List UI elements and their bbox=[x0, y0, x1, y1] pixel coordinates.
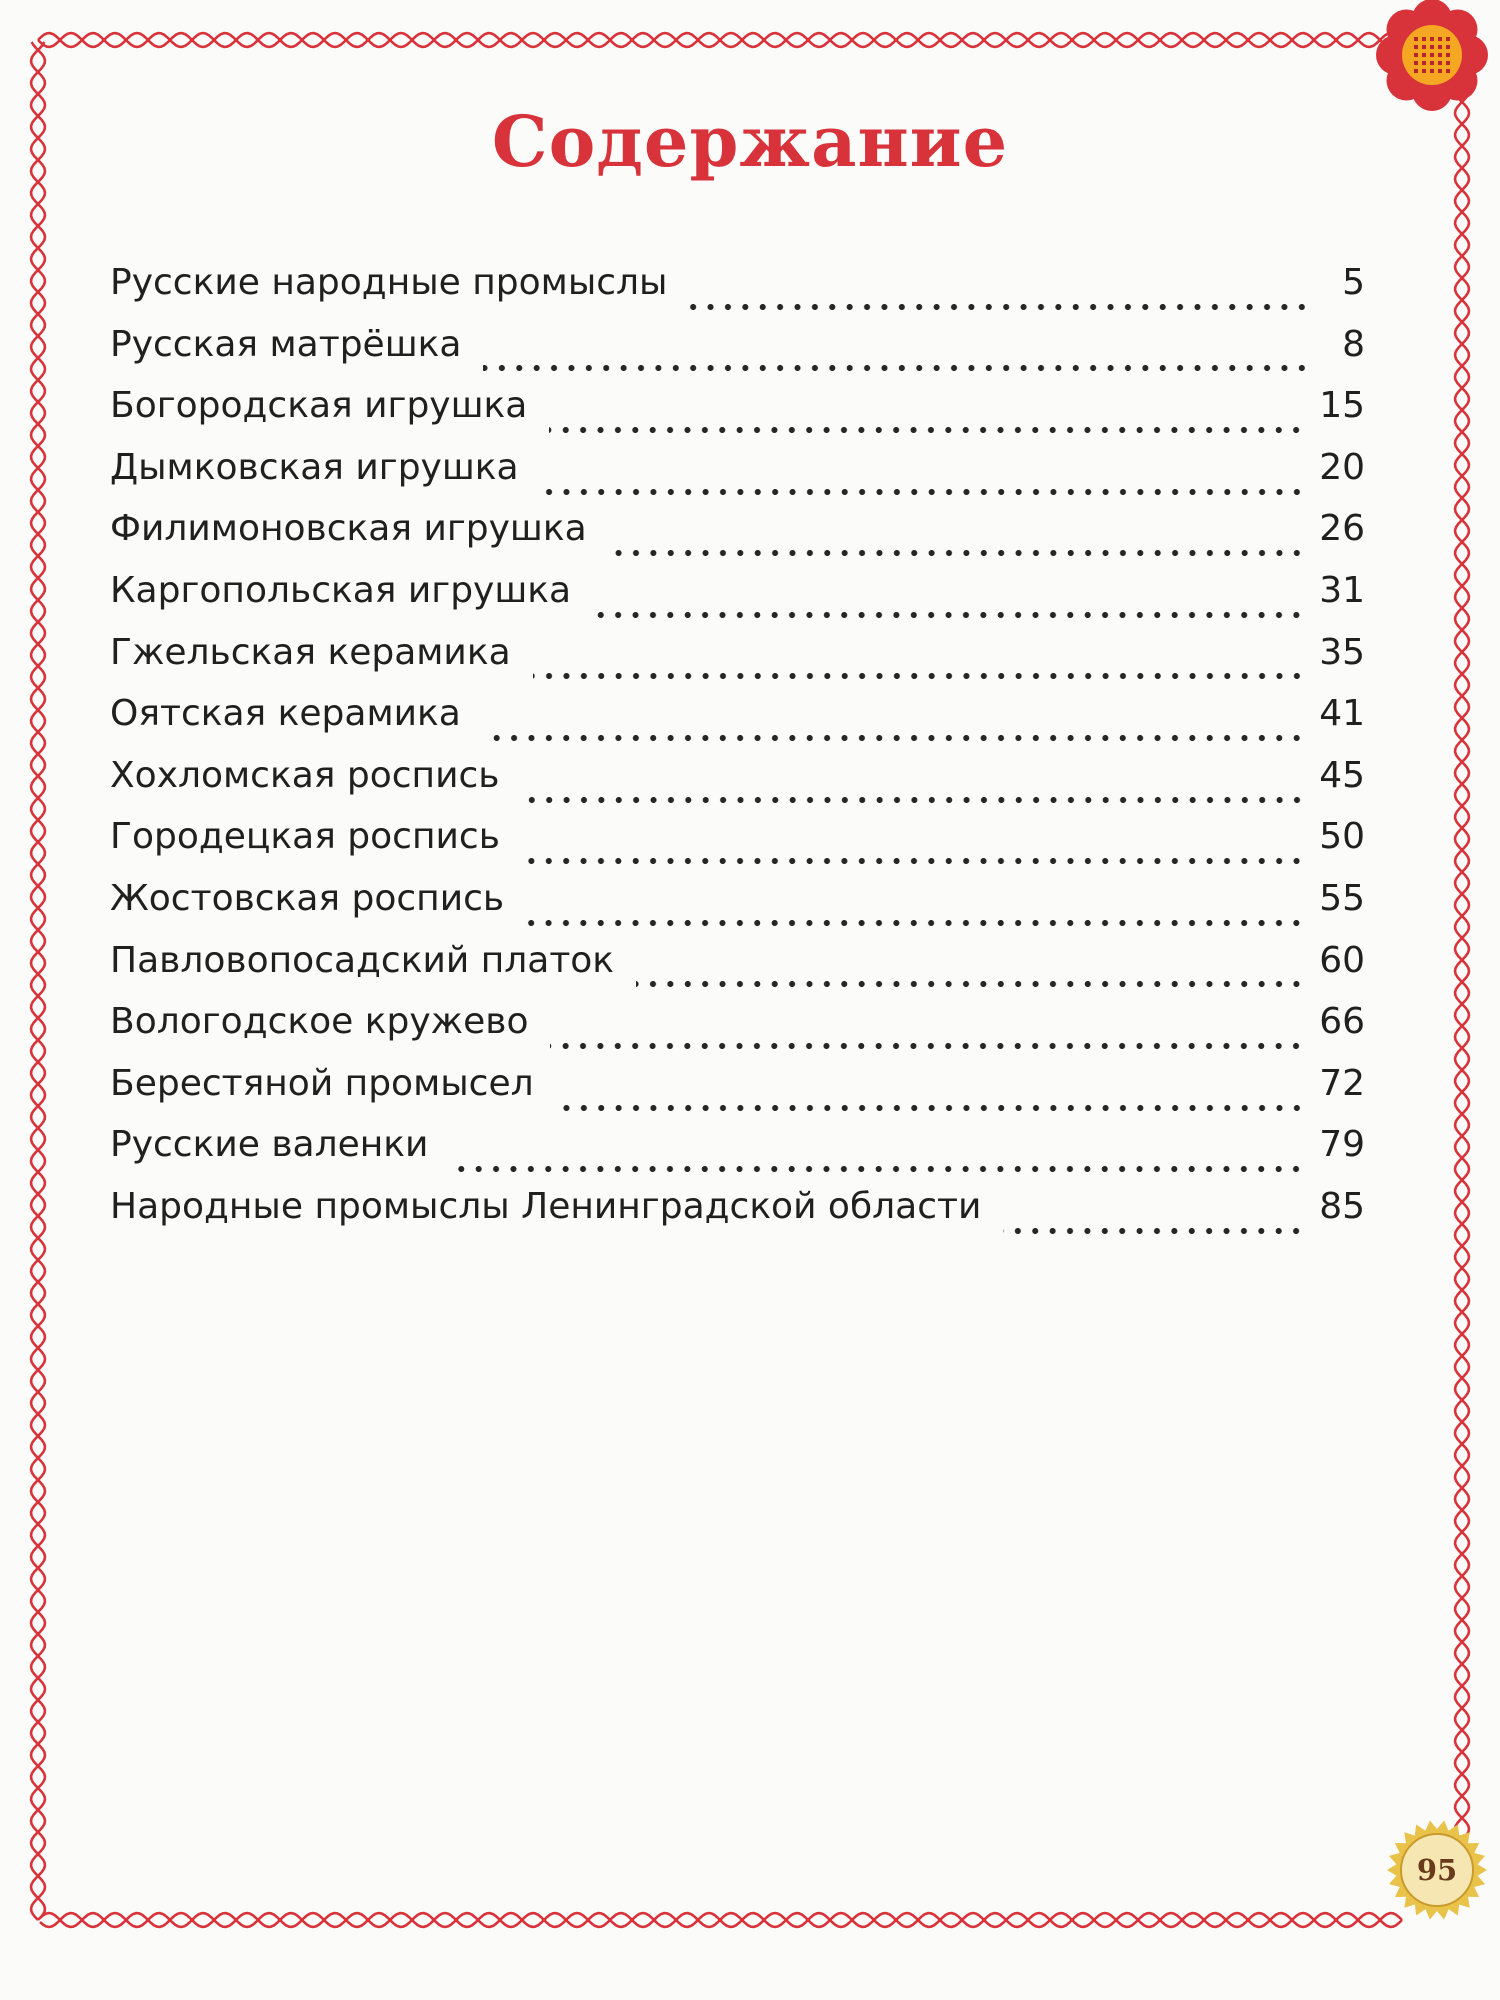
dot-leader bbox=[483, 364, 1311, 372]
dot-leader bbox=[593, 611, 1305, 619]
toc-entry[interactable] bbox=[110, 1186, 1365, 1248]
dot-leader bbox=[636, 980, 1305, 988]
toc-entry-page: 45 bbox=[1319, 754, 1365, 796]
dot-leader bbox=[541, 488, 1306, 496]
toc-entry-title: Вологодское кружево bbox=[110, 1001, 529, 1043]
page-number: 95 bbox=[1416, 1853, 1458, 1887]
toc-entry-page: 66 bbox=[1319, 1001, 1365, 1043]
toc-entry[interactable] bbox=[110, 262, 1365, 324]
toc-entry-title: Оятская керамика bbox=[110, 693, 461, 735]
toc-entry-title: Городецкая роспись bbox=[110, 816, 500, 858]
table-of-contents bbox=[110, 262, 1365, 1248]
toc-entry[interactable] bbox=[110, 940, 1365, 1002]
toc-entry-title: Павловопосадский платок bbox=[110, 939, 615, 981]
toc-entry-page: 8 bbox=[1342, 323, 1365, 365]
toc-entry-page: 35 bbox=[1319, 631, 1365, 673]
toc-entry-title: Гжельская керамика bbox=[110, 631, 511, 673]
toc-entry-title: Берестяной промысел bbox=[110, 1062, 534, 1104]
toc-entry-title: Русские валенки bbox=[110, 1124, 429, 1166]
toc-entry-title: Богородская игрушка bbox=[110, 385, 528, 427]
toc-entry[interactable] bbox=[110, 570, 1365, 632]
toc-entry[interactable] bbox=[110, 447, 1365, 509]
dot-leader bbox=[450, 1165, 1305, 1173]
toc-entry-title: Дымковская игрушка bbox=[110, 446, 519, 488]
toc-entry[interactable] bbox=[110, 1063, 1365, 1125]
page-title: Содержание bbox=[491, 100, 1009, 183]
toc-entry-page: 55 bbox=[1319, 877, 1365, 919]
toc-entry-page: 79 bbox=[1319, 1124, 1365, 1166]
toc-entry[interactable] bbox=[110, 385, 1365, 447]
toc-entry-title: Каргопольская игрушка bbox=[110, 569, 572, 611]
toc-entry-title: Хохломская роспись bbox=[110, 754, 500, 796]
dot-leader bbox=[522, 796, 1306, 804]
dot-leader bbox=[526, 919, 1305, 927]
toc-entry[interactable] bbox=[110, 1001, 1365, 1063]
dot-leader bbox=[609, 549, 1306, 557]
toc-entry[interactable] bbox=[110, 324, 1365, 386]
dot-leader bbox=[689, 303, 1311, 311]
toc-entry[interactable] bbox=[110, 632, 1365, 694]
toc-entry[interactable] bbox=[110, 508, 1365, 570]
toc-entry-title: Русская матрёшка bbox=[110, 323, 462, 365]
toc-entry[interactable] bbox=[110, 755, 1365, 817]
toc-entry-page: 72 bbox=[1319, 1062, 1365, 1104]
toc-entry-title: Жостовская роспись bbox=[110, 877, 505, 919]
toc-entry-page: 60 bbox=[1319, 939, 1365, 981]
toc-entry-page: 26 bbox=[1319, 508, 1365, 550]
dot-leader bbox=[556, 1104, 1306, 1112]
toc-entry-title: Филимоновская игрушка bbox=[110, 508, 587, 550]
toc-entry-title: Русские народные промыслы bbox=[110, 262, 668, 303]
toc-entry-page: 41 bbox=[1319, 693, 1365, 735]
toc-entry[interactable] bbox=[110, 1124, 1365, 1186]
toc-entry-page: 85 bbox=[1319, 1185, 1365, 1227]
toc-entry-page: 50 bbox=[1319, 816, 1365, 858]
toc-entry-page: 20 bbox=[1319, 446, 1365, 488]
toc-entry-page: 31 bbox=[1319, 569, 1365, 611]
dot-leader bbox=[522, 857, 1305, 865]
toc-entry-title: Народные промыслы Ленинградской области bbox=[110, 1185, 982, 1227]
dot-leader bbox=[1003, 1227, 1305, 1235]
dot-leader bbox=[533, 672, 1306, 680]
dot-leader bbox=[549, 426, 1305, 434]
dot-leader bbox=[550, 1042, 1305, 1050]
toc-entry-page: 5 bbox=[1342, 262, 1365, 303]
toc-entry-page: 15 bbox=[1319, 385, 1365, 427]
toc-entry[interactable] bbox=[110, 816, 1365, 878]
toc-entry[interactable] bbox=[110, 878, 1365, 940]
dot-leader bbox=[483, 734, 1305, 742]
toc-entry[interactable] bbox=[110, 693, 1365, 755]
